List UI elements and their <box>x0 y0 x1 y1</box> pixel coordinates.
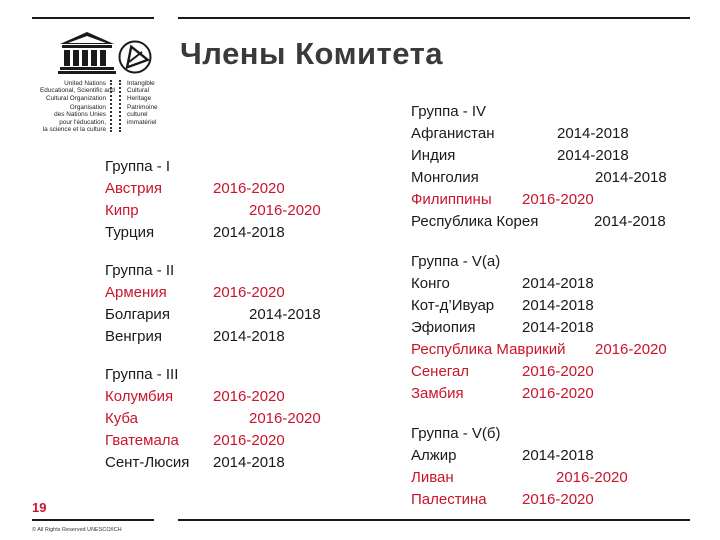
logo-line: immatériel <box>127 118 157 126</box>
term-dates: 2016-2020 <box>522 191 594 208</box>
member-row <box>411 445 686 467</box>
member-row <box>105 304 345 326</box>
term-dates: 2014-2018 <box>522 297 594 314</box>
country-name: Кот-д’Ивуар <box>411 297 495 314</box>
term-dates: 2014-2018 <box>522 319 594 336</box>
country-name: Республика Корея <box>411 213 539 230</box>
logo-line: Patrimoine <box>127 104 158 111</box>
logo-line: Intangible <box>127 80 155 87</box>
country-name: Конго <box>411 275 450 292</box>
logo-line: culturel <box>127 111 148 119</box>
member-row <box>411 189 686 211</box>
member-row <box>105 200 345 222</box>
term-dates: 2014-2018 <box>557 147 629 164</box>
member-row <box>105 326 345 348</box>
top-rule-left <box>32 17 154 19</box>
logo-line: Cultural Organization <box>45 94 106 102</box>
unesco-temple-icon <box>58 30 116 74</box>
term-dates: 2016-2020 <box>213 388 285 405</box>
member-row <box>411 489 686 511</box>
member-row <box>411 273 686 295</box>
group-header <box>411 251 686 273</box>
member-row <box>411 145 686 167</box>
country-name: Сенегал <box>411 363 470 380</box>
left-groups <box>105 156 345 474</box>
member-row <box>105 178 345 200</box>
group-header-text: Группа - II <box>105 262 175 279</box>
member-row <box>411 295 686 317</box>
logo-line: Educational, Scientific and <box>40 87 115 95</box>
term-dates: 2014-2018 <box>557 125 629 142</box>
term-dates: 2016-2020 <box>249 202 321 219</box>
country-name: Гватемала <box>105 432 179 449</box>
country-name: Кипр <box>105 202 139 219</box>
group-header <box>105 156 345 178</box>
ich-emblem-icon <box>118 40 152 74</box>
member-row <box>105 386 345 408</box>
ich-logo <box>118 40 152 74</box>
group-header-text: Группа - V(a) <box>411 253 501 270</box>
country-name: Эфиопия <box>411 319 476 336</box>
term-dates: 2014-2018 <box>213 224 285 241</box>
group-header-text: Группа - III <box>105 366 179 383</box>
group-header <box>411 423 686 445</box>
country-name: Армения <box>105 284 167 301</box>
top-rule-right <box>178 17 690 19</box>
term-dates: 2014-2018 <box>595 169 667 186</box>
member-row <box>411 383 686 405</box>
group-header <box>411 101 686 123</box>
bottom-rule-right <box>178 519 690 521</box>
country-name: Афганистан <box>411 125 495 142</box>
country-name: Болгария <box>105 306 170 323</box>
term-dates: 2014-2018 <box>522 275 594 292</box>
member-row <box>411 317 686 339</box>
logo-line: Organisation <box>69 104 106 111</box>
page-title: Члены Комитета <box>180 36 443 71</box>
term-dates: 2014-2018 <box>594 213 666 230</box>
member-row <box>105 430 345 452</box>
group-header-text: Группа - I <box>105 158 171 175</box>
bottom-rule-left <box>32 519 154 521</box>
term-dates: 2016-2020 <box>522 385 594 402</box>
member-row <box>105 408 345 430</box>
term-dates: 2016-2020 <box>213 180 285 197</box>
ich-text-en <box>127 80 155 102</box>
member-row <box>411 339 686 361</box>
logo-line: Cultural <box>127 87 150 95</box>
term-dates: 2014-2018 <box>249 306 321 323</box>
term-dates: 2016-2020 <box>595 341 667 358</box>
term-dates: 2016-2020 <box>249 410 321 427</box>
logo-dots-right <box>119 80 123 132</box>
country-name: Республика Маврикий <box>411 341 566 358</box>
member-row <box>411 123 686 145</box>
country-name: Турция <box>105 224 155 241</box>
country-name: Куба <box>105 410 138 427</box>
country-name: Филиппины <box>411 191 492 208</box>
term-dates: 2016-2020 <box>213 432 285 449</box>
term-dates: 2014-2018 <box>522 447 594 464</box>
country-name: Алжир <box>411 447 457 464</box>
unesco-logo <box>58 30 116 74</box>
country-name: Колумбия <box>105 388 174 405</box>
country-name: Ливан <box>411 469 454 486</box>
page-number: 19 <box>32 500 47 515</box>
term-dates: 2014-2018 <box>213 454 285 471</box>
group-header-text: Группа - V(б) <box>411 425 501 442</box>
country-name: Австрия <box>105 180 163 197</box>
term-dates: 2014-2018 <box>213 328 285 345</box>
group-header-text: Группа - IV <box>411 103 487 120</box>
term-dates: 2016-2020 <box>522 491 594 508</box>
logo-line: pour l'éducation, <box>59 118 106 126</box>
member-row <box>411 361 686 383</box>
group-header <box>105 364 345 386</box>
country-name: Индия <box>411 147 456 164</box>
member-row <box>411 211 686 233</box>
member-row <box>411 467 686 489</box>
ich-text-fr <box>127 104 158 126</box>
logo-line: Heritage <box>127 94 152 102</box>
copyright-footer: © All Rights Reserved UNESCO/ICH <box>32 527 122 533</box>
unesco-text-en <box>40 80 115 102</box>
logo-line: des Nations Unies <box>54 111 106 119</box>
member-row <box>105 282 345 304</box>
country-name: Сент-Люсия <box>105 454 190 471</box>
term-dates: 2016-2020 <box>213 284 285 301</box>
country-name: Палестина <box>411 491 487 508</box>
right-groups <box>411 101 686 511</box>
logo-line: United Nations <box>64 80 106 87</box>
member-row <box>411 167 686 189</box>
country-name: Замбия <box>411 385 464 402</box>
term-dates: 2016-2020 <box>522 363 594 380</box>
member-row <box>105 452 345 474</box>
country-name: Венгрия <box>105 328 162 345</box>
group-header <box>105 260 345 282</box>
term-dates: 2016-2020 <box>556 469 628 486</box>
unesco-text-fr <box>40 104 106 133</box>
member-row <box>105 222 345 244</box>
logo-line: la science et la culture <box>42 125 106 133</box>
country-name: Монголия <box>411 169 479 186</box>
